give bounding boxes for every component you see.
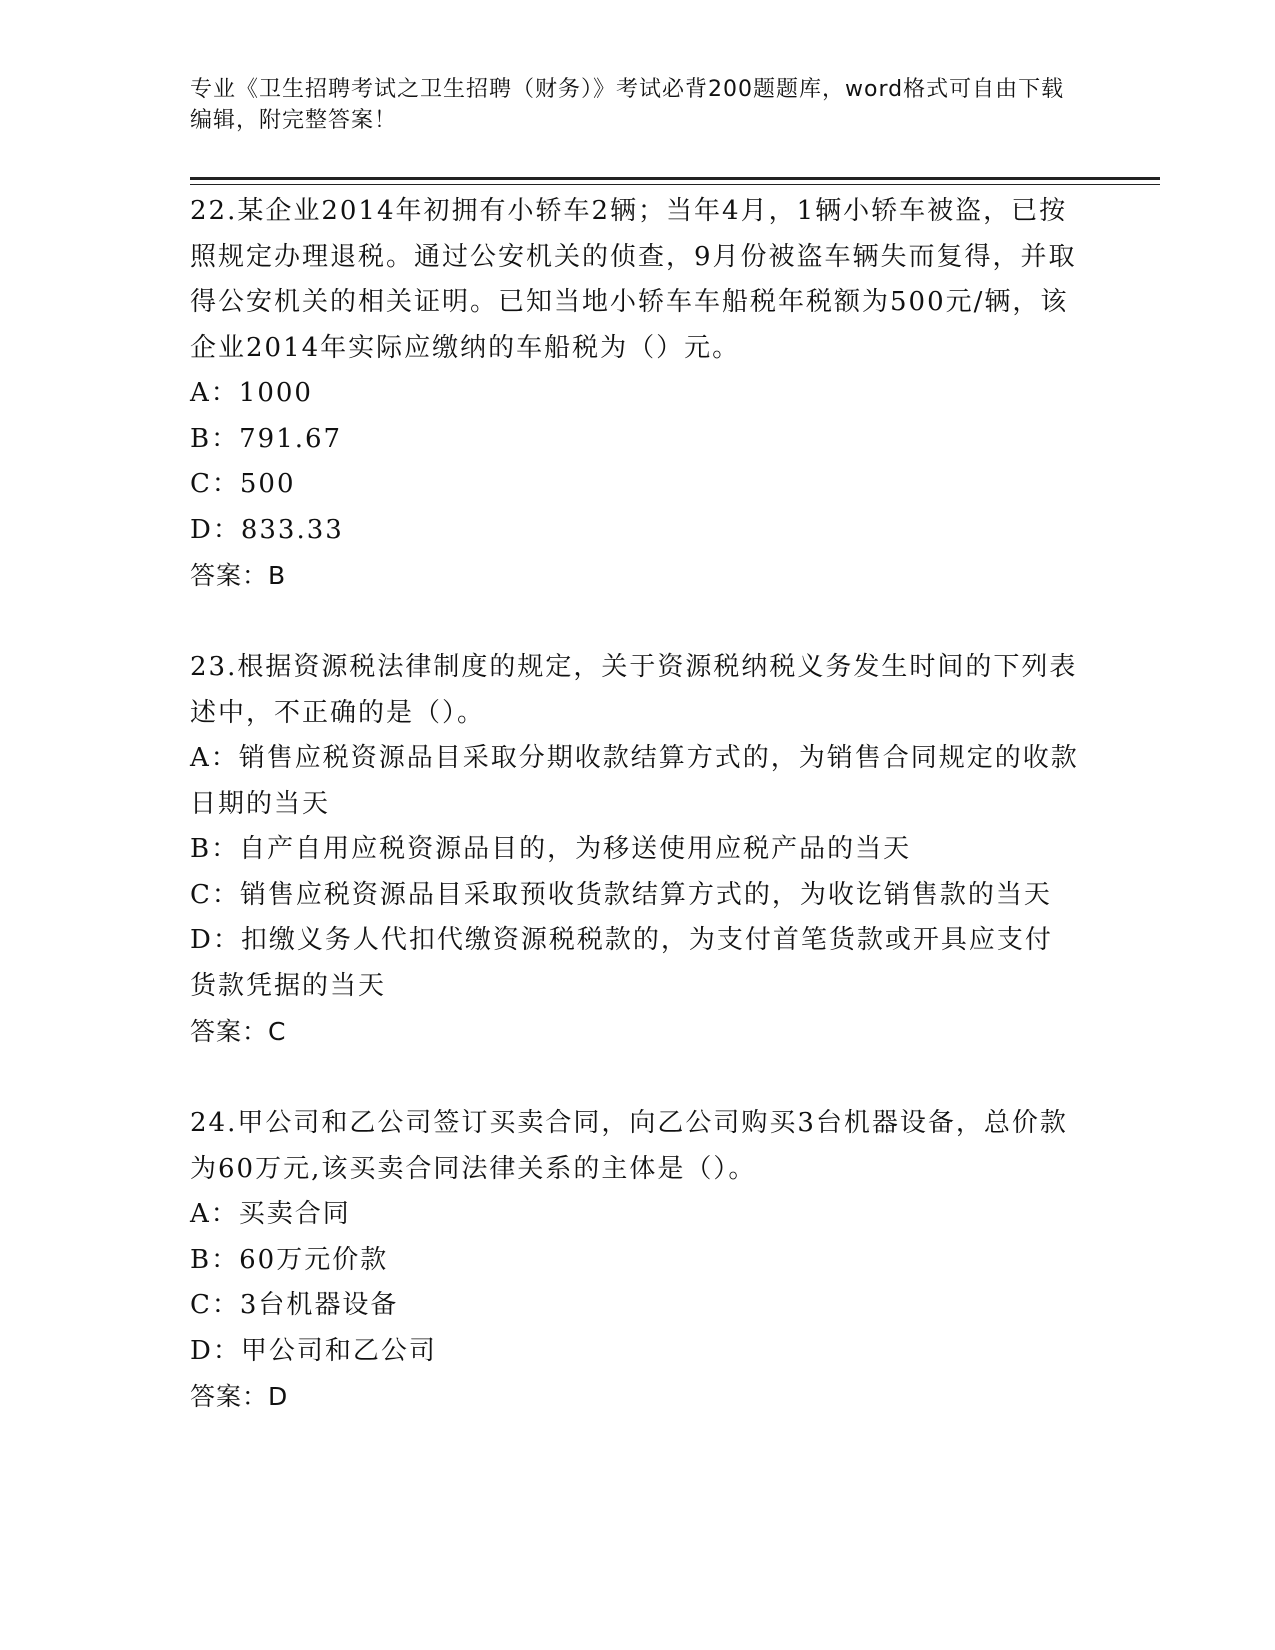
option-d: D：甲公司和乙公司 <box>190 1335 437 1366</box>
option-c: C：销售应税资源品目采取预收货款结算方式的，为收讫销售款的当天 <box>190 879 1052 910</box>
option-a: A：1000 <box>190 378 313 408</box>
answer: 答案：D <box>190 1382 289 1411</box>
header-divider-thick <box>190 177 1160 180</box>
question-23 <box>190 645 1080 1055</box>
question-24 <box>190 1101 1080 1420</box>
option-b: B：791.67 <box>190 423 343 454</box>
question-stem: 24.甲公司和乙公司签订买卖合同，向乙公司购买3台机器设备，总价款为60万元,该买卖合同法律关系的主体是（）。 <box>190 1108 1068 1184</box>
option-a: A：销售应税资源品目采取分期收款结算方式的，为销售合同规定的收款日期的当天 <box>190 743 1079 819</box>
option-d: D：扣缴义务人代扣代缴资源税税款的，为支付首笔货款或开具应支付货款凭据的当天 <box>190 925 1053 1001</box>
question-stem: 23.根据资源税法律制度的规定，关于资源税纳税义务发生时间的下列表述中，不正确的是（）。 <box>190 652 1078 728</box>
option-c: C：3台机器设备 <box>190 1290 399 1320</box>
option-c: C：500 <box>190 469 296 499</box>
question-stem: 22.某企业2014年初拥有小轿车2辆；当年4月，1辆小轿车被盗，已按照规定办理退税。通过公安机关的侦查，9月份被盗车辆失而复得，并取得公安机关的相关证明。已知当地小轿车车船税年税额为500元/辆，该企业2014年实际应缴纳的车船税为（）元。 <box>190 196 1077 363</box>
answer: 答案：C <box>190 1017 287 1046</box>
option-d: D：833.33 <box>190 514 344 545</box>
question-22 <box>190 189 1080 599</box>
option-b: B：60万元价款 <box>190 1244 389 1275</box>
header-divider-thin <box>190 184 1160 185</box>
document-header: 专业《卫生招聘考试之卫生招聘（财务）》考试必背200题题库，word格式可自由下载编辑，附完整答案！ <box>190 77 1065 133</box>
answer: 答案：B <box>190 561 287 590</box>
option-a: A：买卖合同 <box>190 1199 351 1229</box>
option-b: B：自产自用应税资源品目的，为移送使用应税产品的当天 <box>190 834 912 864</box>
